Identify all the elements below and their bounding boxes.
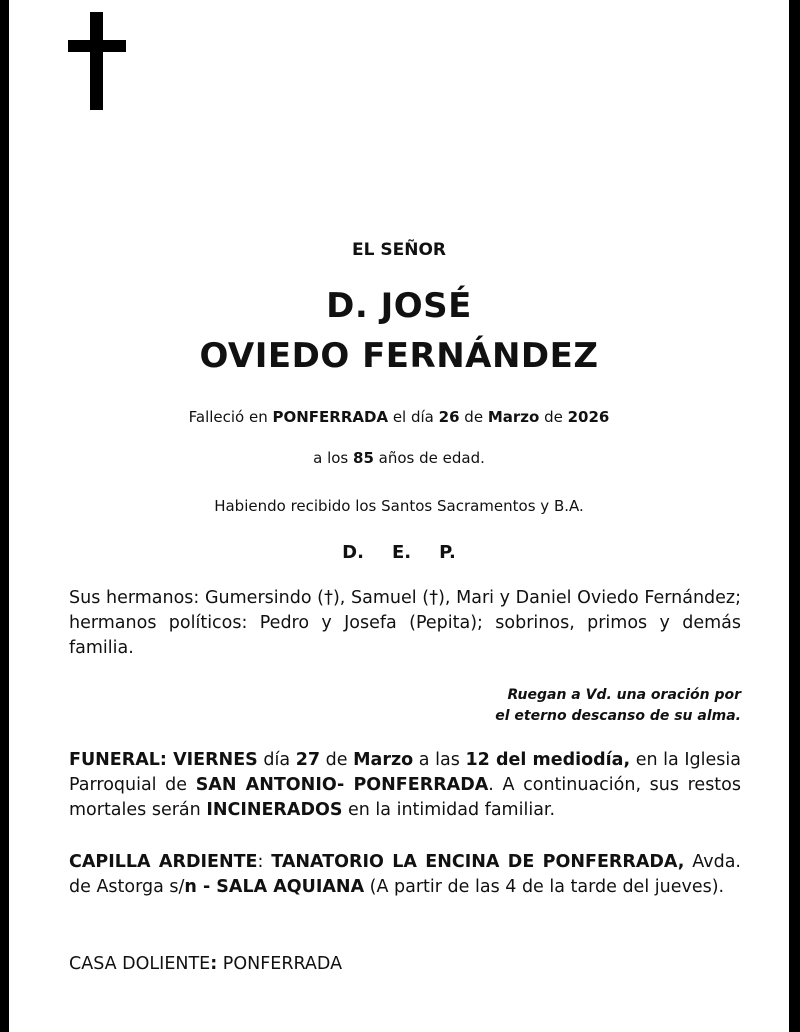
age-info: a los 85 años de edad. [313, 449, 485, 467]
death-year: 2026 [567, 408, 610, 426]
death-day: 26 [438, 408, 460, 426]
deceased-name-line1: D. JOSÉ [326, 286, 472, 326]
family-paragraph: Sus hermanos: Gumersindo (†), Samuel (†), Mari y Daniel Oviedo Fernández; hermanos políticos: Pedro y Josefa (Pepita); sobrinos, primos y demás familia. [69, 588, 741, 658]
sacraments-text: Habiendo recibido los Santos Sacramentos y B.A. [214, 497, 584, 515]
chapel-paragraph: CAPILLA ARDIENTE: TANATORIO LA ENCINA DE PONFERRADA, Avda. de Astorga s/n - SALA AQUIANA (A partir de las 4 de la tarde del jueves). [69, 852, 741, 897]
death-place: PONFERRADA [272, 408, 389, 426]
latin-cross-icon [68, 12, 126, 110]
mourning-house: CASA DOLIENTE: PONFERRADA [69, 954, 343, 974]
dep-abbreviation: D. E. P. [342, 542, 456, 563]
death-info: Falleció en PONFERRADA el día 26 de Marzo de 2026 [188, 408, 610, 426]
prayer-request: Ruegan a Vd. una oración por el eterno descanso de su alma. [495, 687, 741, 724]
funeral-paragraph: FUNERAL: VIERNES día 27 de Marzo a las 12 del mediodía, en la Iglesia Parroquial de SAN ANTONIO- PONFERRADA. A continuación, sus restos mortales serán INCINERADOS en la intimidad familiar. [69, 750, 741, 820]
obituary-page [9, 0, 789, 1032]
deceased-name-line2: OVIEDO FERNÁNDEZ [199, 336, 599, 376]
title-el-senor: EL SEÑOR [352, 240, 446, 260]
death-month: Marzo [487, 408, 540, 426]
age-value: 85 [353, 449, 374, 467]
